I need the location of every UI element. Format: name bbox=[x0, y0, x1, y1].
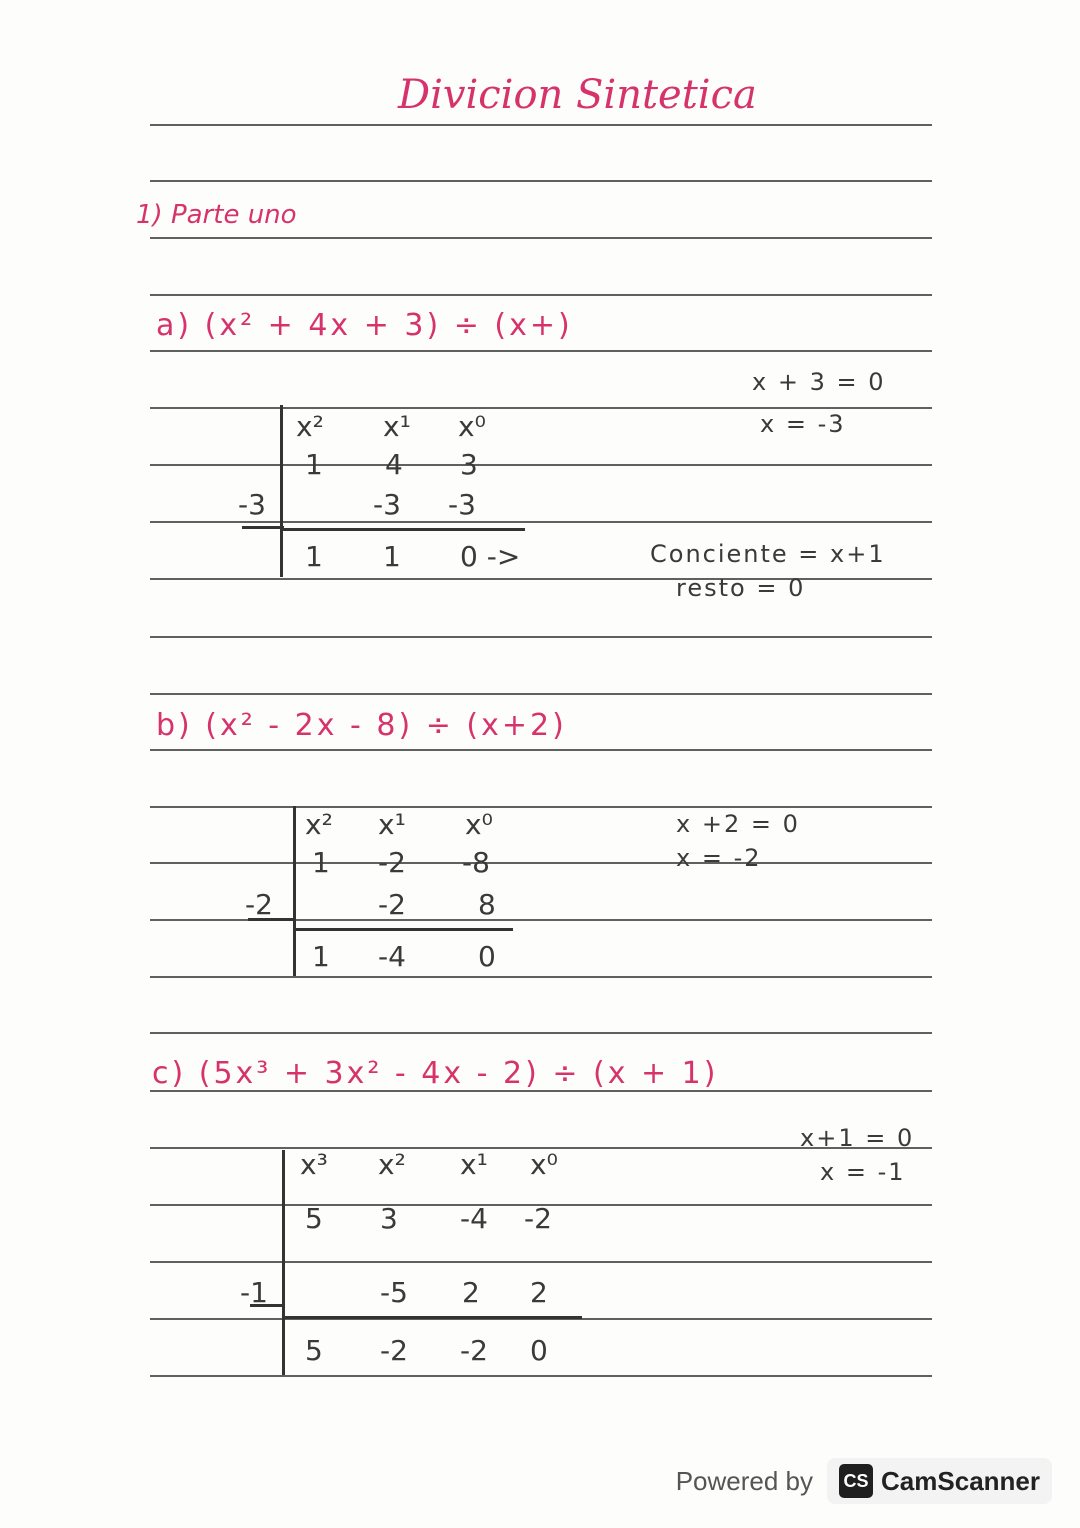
coefficient-cell: -2 bbox=[378, 846, 406, 879]
result-cell: 5 bbox=[305, 1334, 323, 1367]
division-bar bbox=[280, 405, 283, 577]
ruled-line bbox=[150, 749, 932, 751]
divisor-underline bbox=[242, 526, 284, 529]
division-bar bbox=[282, 1150, 285, 1375]
ruled-line bbox=[150, 693, 932, 695]
problem-b-expression: b) (x² - 2x - 8) ÷ (x+2) bbox=[156, 708, 567, 743]
ruled-line bbox=[150, 1261, 932, 1263]
problem-a-expression: a) (x² + 4x + 3) ÷ (x+) bbox=[156, 308, 573, 343]
result-cell: -2 bbox=[460, 1334, 488, 1367]
divisor-cell: -3 bbox=[238, 488, 266, 521]
coefficient-cell: 4 bbox=[385, 448, 403, 481]
camscanner-name: CamScanner bbox=[881, 1465, 1040, 1496]
coefficient-cell: 3 bbox=[380, 1202, 398, 1235]
coefficient-cell: 1 bbox=[305, 448, 323, 481]
camscanner-logo-icon: CS bbox=[839, 1464, 873, 1498]
powered-by-label: Powered by bbox=[675, 1465, 814, 1496]
product-cell: -3 bbox=[373, 488, 401, 521]
problem-c-expression: c) (5x³ + 3x² - 4x - 2) ÷ (x + 1) bbox=[152, 1056, 719, 1091]
header-cell: x² bbox=[305, 808, 333, 841]
result-line bbox=[280, 528, 525, 531]
ruled-line bbox=[150, 1032, 932, 1034]
remainder-note: resto = 0 bbox=[676, 574, 806, 602]
result-cell: 0 bbox=[530, 1334, 548, 1367]
ruled-line bbox=[150, 350, 932, 352]
result-cell: 0 -> bbox=[460, 540, 521, 573]
header-cell: x¹ bbox=[460, 1148, 488, 1181]
result-line bbox=[282, 1316, 582, 1319]
header-cell: x³ bbox=[300, 1148, 328, 1181]
ruled-line bbox=[150, 237, 932, 239]
result-cell: 0 bbox=[478, 940, 496, 973]
header-cell: x² bbox=[378, 1148, 406, 1181]
ruled-line bbox=[150, 294, 932, 296]
divisor-cell: -1 bbox=[240, 1276, 268, 1309]
section-heading: 1) Parte uno bbox=[136, 200, 297, 230]
ruled-line bbox=[150, 521, 932, 523]
root-value: x = -2 bbox=[676, 844, 762, 872]
root-value: x = -1 bbox=[820, 1158, 906, 1186]
header-cell: x⁰ bbox=[458, 410, 486, 443]
header-cell: x⁰ bbox=[465, 808, 493, 841]
ruled-line bbox=[150, 124, 932, 126]
coefficient-cell: 3 bbox=[460, 448, 478, 481]
quotient-note: Conciente = x+1 bbox=[650, 540, 886, 568]
product-cell: -5 bbox=[380, 1276, 408, 1309]
camscanner-badge bbox=[827, 1458, 1052, 1504]
root-equation: x + 3 = 0 bbox=[752, 368, 886, 396]
result-cell: -2 bbox=[380, 1334, 408, 1367]
header-cell: x¹ bbox=[383, 410, 411, 443]
ruled-line bbox=[150, 407, 932, 409]
coefficient-cell: -4 bbox=[460, 1202, 488, 1235]
ruled-line bbox=[150, 806, 932, 808]
result-cell: 1 bbox=[383, 540, 401, 573]
coefficient-cell: -8 bbox=[462, 846, 490, 879]
ruled-line bbox=[150, 636, 932, 638]
product-cell: -3 bbox=[448, 488, 476, 521]
coefficient-cell: 1 bbox=[312, 846, 330, 879]
result-cell: 1 bbox=[305, 540, 323, 573]
result-line bbox=[293, 928, 513, 931]
ruled-line bbox=[150, 862, 932, 864]
ruled-line bbox=[150, 1375, 932, 1377]
division-bar bbox=[293, 806, 296, 976]
page-title: Divicion Sintetica bbox=[398, 72, 757, 118]
product-cell: 2 bbox=[462, 1276, 480, 1309]
product-cell: 8 bbox=[478, 888, 496, 921]
ruled-line bbox=[150, 464, 932, 466]
header-cell: x⁰ bbox=[530, 1148, 558, 1181]
ruled-line bbox=[150, 976, 932, 978]
result-cell: -4 bbox=[378, 940, 406, 973]
root-value: x = -3 bbox=[760, 410, 846, 438]
product-cell: -2 bbox=[378, 888, 406, 921]
coefficient-cell: -2 bbox=[524, 1202, 552, 1235]
root-equation: x+1 = 0 bbox=[800, 1124, 915, 1152]
ruled-line bbox=[150, 578, 932, 580]
ruled-line bbox=[150, 180, 932, 182]
result-cell: 1 bbox=[312, 940, 330, 973]
header-cell: x² bbox=[296, 410, 324, 443]
root-equation: x +2 = 0 bbox=[676, 810, 800, 838]
coefficient-cell: 5 bbox=[305, 1202, 323, 1235]
product-cell: 2 bbox=[530, 1276, 548, 1309]
watermark-footer bbox=[676, 1454, 1052, 1508]
header-cell: x¹ bbox=[378, 808, 406, 841]
divisor-cell: -2 bbox=[245, 888, 273, 921]
